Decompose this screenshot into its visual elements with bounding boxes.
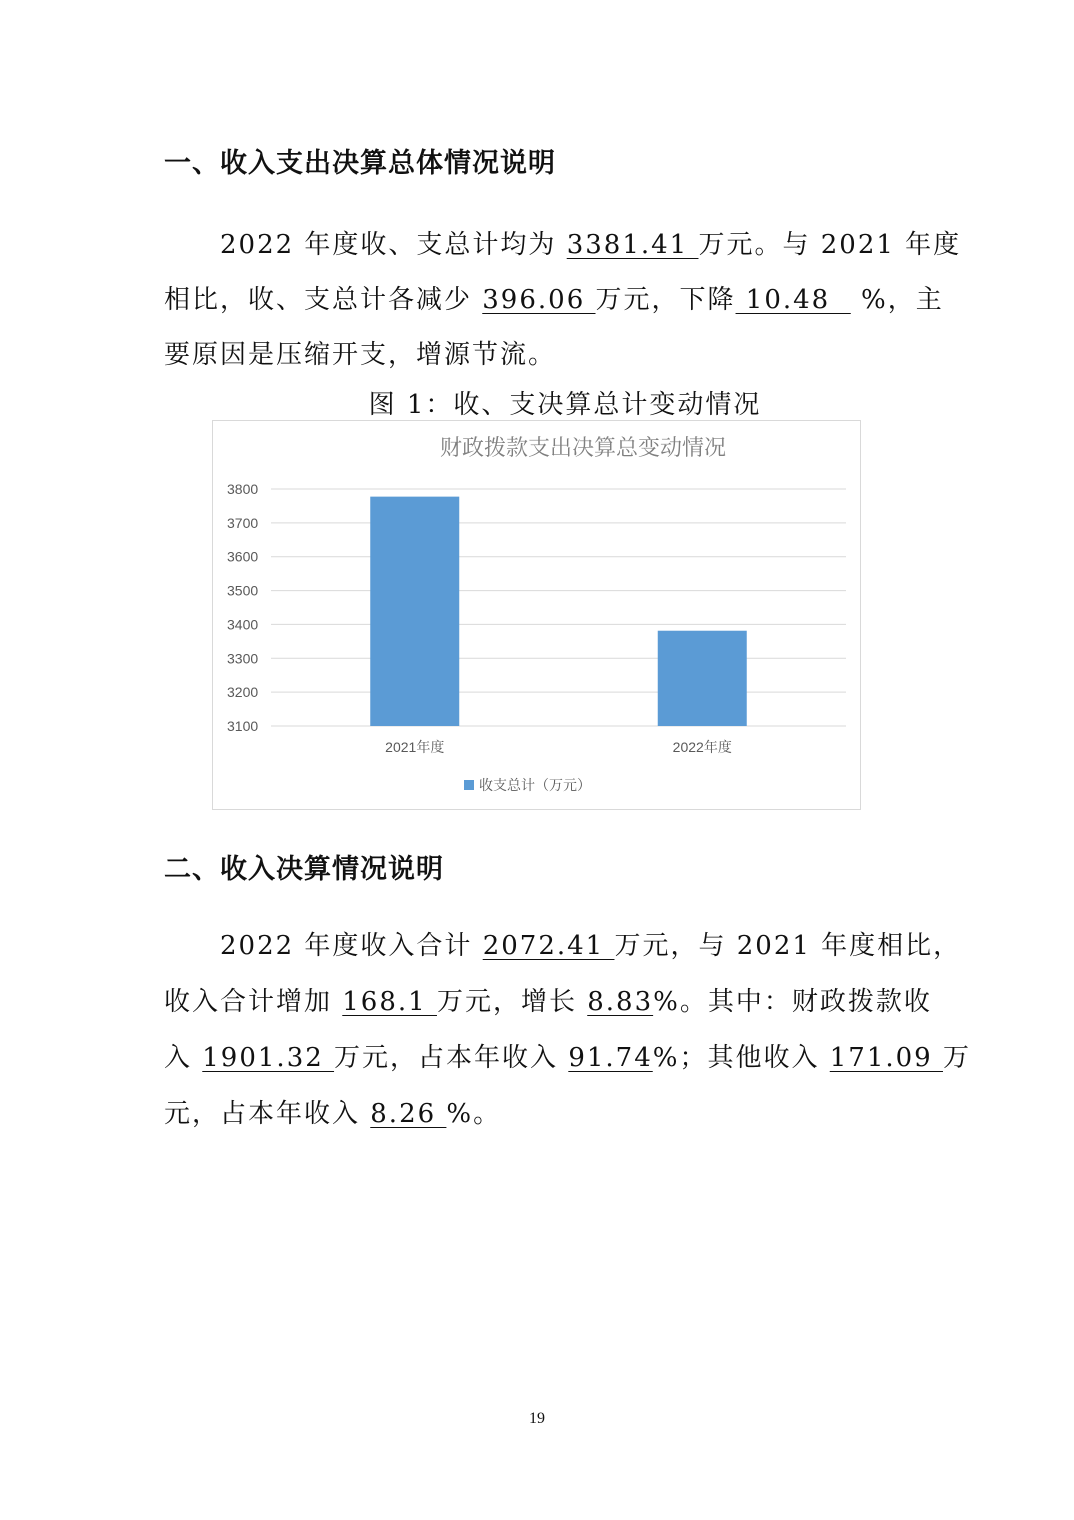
section2-line4 (164, 1086, 912, 1142)
chart-bars (370, 497, 747, 726)
section2-line3 (164, 1030, 971, 1086)
text-run: 2022 年度收入合计 (220, 931, 483, 961)
legend-swatch (464, 780, 474, 790)
chart-y-axis (227, 481, 258, 734)
text-run: %，主 (850, 285, 944, 315)
text-run: 2022 年度收、支总计均为 (220, 230, 567, 260)
y-tick-label: 3300 (227, 650, 259, 667)
y-tick-label: 3800 (227, 481, 259, 497)
section2-line2 (164, 974, 932, 1030)
figure-caption: 图 1：收、支决算总计变动情况 (368, 390, 762, 420)
x-category-label: 2022年度 (672, 739, 732, 755)
section1-line2 (164, 273, 944, 328)
section1-paragraph (164, 218, 962, 383)
section2-line1 (164, 918, 962, 974)
increase-amount-value: 168.1 (342, 987, 437, 1017)
y-tick-label: 3600 (227, 548, 259, 565)
bar-2022年度 (658, 631, 747, 726)
other-pct-value: 8.26 (370, 1099, 447, 1129)
text-run: 万元，占本年收入 (334, 1043, 569, 1073)
section1-line3: 要原因是压缩开支，增源节流。 (164, 340, 557, 370)
increase-pct-value: 8.83 (587, 987, 654, 1017)
text-run: 入 (164, 1043, 203, 1073)
chart-canvas (213, 421, 860, 809)
total-income-value: 2072.41 (482, 931, 615, 961)
text-run: 万元，下降 (595, 285, 736, 315)
page-number: 19 (529, 1410, 545, 1427)
bar-2021年度 (370, 497, 459, 726)
text-run: 万 (942, 1043, 971, 1073)
chart-legend (464, 777, 591, 793)
total-value: 3381.41 (566, 230, 699, 260)
x-category-label: 2021年度 (385, 739, 445, 755)
y-tick-label: 3200 (227, 684, 259, 701)
fiscal-income-value: 1901.32 (202, 1043, 335, 1073)
text-run: 万元，与 2021 年度相比， (614, 931, 962, 961)
text-run: %。 (446, 1099, 502, 1129)
section1-heading: 一、收入支出决算总体情况说明 (164, 148, 556, 179)
y-tick-label: 3100 (227, 718, 259, 734)
fiscal-pct-value: 91.74 (568, 1043, 653, 1073)
decrease-pct-value: 10.48 (735, 285, 851, 315)
text-run: 元，占本年收入 (164, 1099, 371, 1129)
text-run: %；其他收入 (652, 1043, 830, 1073)
bar-chart (212, 420, 861, 810)
section2-heading: 二、收入决算情况说明 (164, 854, 444, 885)
y-tick-label: 3700 (227, 514, 259, 531)
text-run: 万元。与 2021 年度 (698, 230, 962, 260)
chart-title: 财政拨款支出决算总变动情况 (439, 436, 727, 461)
y-tick-label: 3500 (227, 582, 259, 599)
legend-label: 收支总计（万元） (479, 777, 591, 793)
text-run: 相比，收、支总计各减少 (164, 285, 483, 315)
section2-paragraph (164, 918, 971, 1142)
chart-gridlines (271, 489, 846, 726)
decrease-amount-value: 396.06 (482, 285, 596, 315)
chart-x-axis (385, 739, 732, 755)
section1-line1 (164, 218, 962, 273)
other-income-value: 171.09 (829, 1043, 943, 1073)
text-run: %。其中：财政拨款收 (653, 987, 932, 1017)
y-tick-label: 3400 (227, 616, 259, 633)
text-run: 万元，增长 (436, 987, 588, 1017)
text-run: 收入合计增加 (164, 987, 343, 1017)
